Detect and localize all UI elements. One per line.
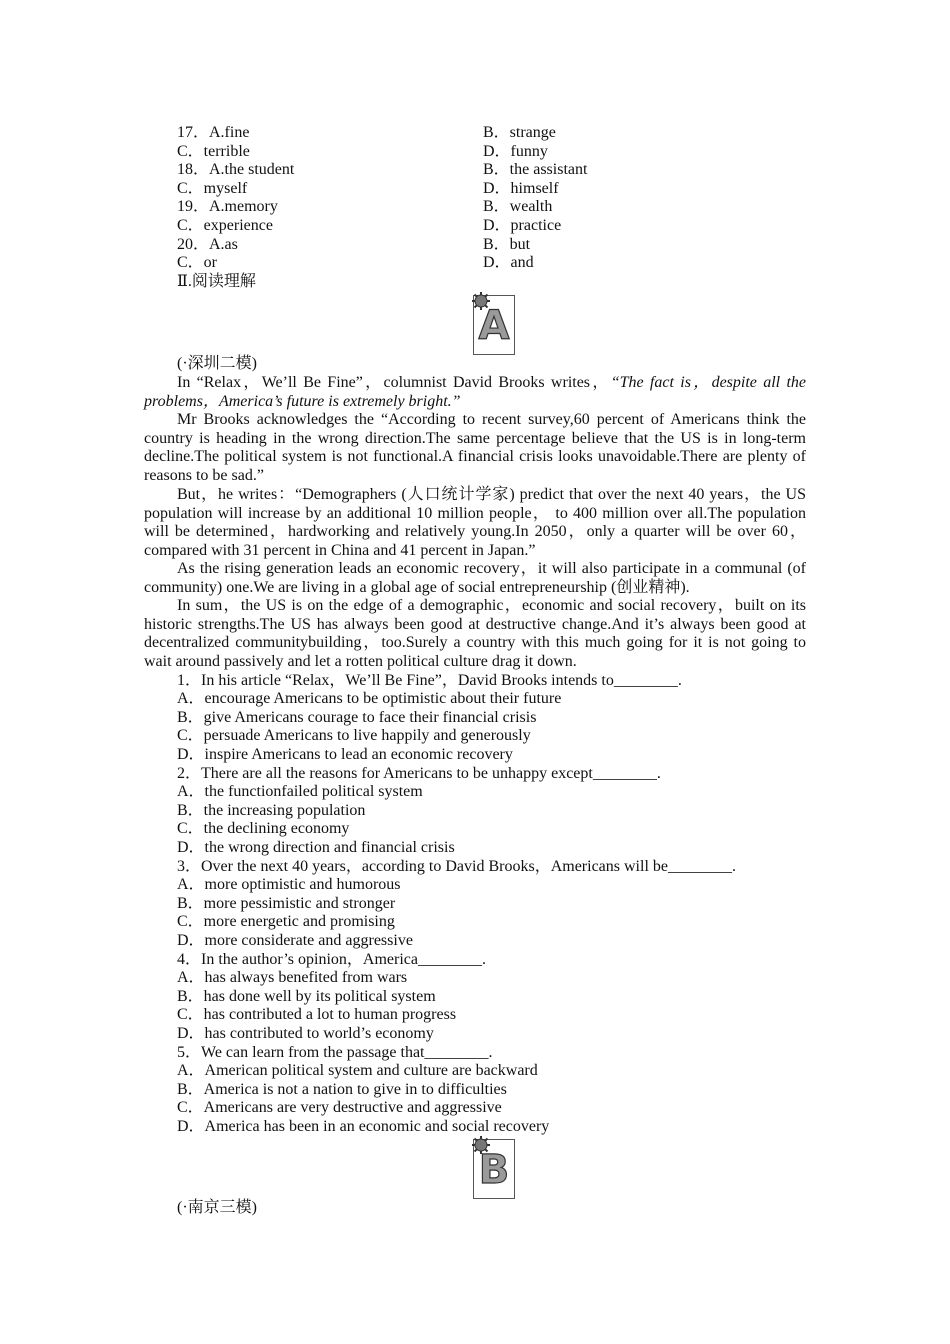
option-row xyxy=(177,143,817,162)
question-option: D．America has been in an economic and social recovery xyxy=(177,1118,550,1135)
option-right: B．wealth xyxy=(483,198,553,216)
paragraph-text: In “Relax，We’ll Be Fine”，columnist David Brooks writes， xyxy=(177,374,611,391)
option-right: B．but xyxy=(483,235,531,253)
option-right: D．practice xyxy=(483,216,562,234)
question-option: B．more pessimistic and stronger xyxy=(177,895,396,912)
option-right: B．strange xyxy=(483,124,556,141)
option-row xyxy=(177,180,817,199)
question-option: C．the declining economy xyxy=(177,820,350,837)
option-row xyxy=(177,198,817,217)
passage-a-paragraph-4: As the rising generation leads an economic recovery，it will also participate in a communal (of community) one.We are living in a global age of social entrepreneurship (创业精神). xyxy=(144,560,806,596)
option-left: 17．A.fine xyxy=(177,124,250,141)
question-option: A．more optimistic and humorous xyxy=(177,876,401,893)
passage-b-source: (·南京三模) xyxy=(177,1199,257,1216)
option-right: D．funny xyxy=(483,142,548,160)
passage-a-paragraph-5: In sum，the US is on the edge of a demographic，economic and social recovery，built on its historic strengths.The US has always been good at destructive change.And it’s always been good at decentralized communitybuilding，too.Surely a country with this much going for it is not going to wait around passively and let a rotten political culture drag it down. xyxy=(144,597,806,670)
option-row xyxy=(177,236,817,255)
question-option: B．the increasing population xyxy=(177,802,366,819)
question-option: D．inspire Americans to lead an economic recovery xyxy=(177,746,513,763)
option-row xyxy=(177,254,817,273)
passage-a-badge-icon xyxy=(473,295,515,355)
cloze-options-block xyxy=(177,124,817,273)
option-left: C．experience xyxy=(177,216,273,234)
quoted-italic-text: “The fact is，despite all the problems，America’s future is extremely bright.” xyxy=(144,374,806,410)
question-stem: 5．We can learn from the passage that________. xyxy=(177,1044,493,1061)
option-left: 19．A.memory xyxy=(177,198,278,216)
question-option: D．the wrong direction and financial crisis xyxy=(177,839,455,856)
question-stem: 2．There are all the reasons for Americans to be unhappy except________. xyxy=(177,765,661,782)
question-option: D．has contributed to world’s economy xyxy=(177,1025,434,1042)
question-option: A．has always benefited from wars xyxy=(177,969,408,986)
option-left: C．terrible xyxy=(177,142,250,160)
passage-a-paragraph-2: Mr Brooks acknowledges the “According to recent survey,60 percent of Americans think the country is heading in the wrong direction.The same percentage believe that the US is in long-term decline.The political system is not functional.A financial crisis looks unavoidable.There are plenty of reasons to be sad.” xyxy=(144,411,806,484)
badge-letter: B xyxy=(478,1147,510,1193)
badge-letter: A xyxy=(478,303,510,349)
section-title: Ⅱ.阅读理解 xyxy=(177,273,256,290)
option-left: 20．A.as xyxy=(177,235,238,253)
passage-a-paragraph-1 xyxy=(144,374,806,411)
option-row xyxy=(177,124,817,143)
question-option: B．has done well by its political system xyxy=(177,988,436,1005)
option-row xyxy=(177,161,817,180)
passage-b-badge-icon xyxy=(473,1139,515,1199)
option-right: D．and xyxy=(483,254,534,272)
question-option: C．more energetic and promising xyxy=(177,913,395,930)
option-left: C．or xyxy=(177,254,218,272)
question-option: C．has contributed a lot to human progress xyxy=(177,1006,457,1023)
option-row xyxy=(177,217,817,236)
question-option: B．America is not a nation to give in to difficulties xyxy=(177,1081,507,1098)
question-stem: 1．In his article “Relax，We’ll Be Fine”，David Brooks intends to________. xyxy=(177,672,682,689)
question-option: D．more considerate and aggressive xyxy=(177,932,413,949)
question-option: A．the functionfailed political system xyxy=(177,783,423,800)
question-stem: 3．Over the next 40 years，according to David Brooks，Americans will be________. xyxy=(177,858,736,875)
option-right: D．himself xyxy=(483,179,559,197)
question-option: A．encourage Americans to be optimistic about their future xyxy=(177,690,562,707)
question-option: A．American political system and culture are backward xyxy=(177,1062,538,1079)
option-left: C．myself xyxy=(177,179,248,197)
passage-a-paragraph-3: But，he writes：“Demographers (人口统计学家) predict that over the next 40 years，the US population will increase by an additional 10 million people， to 400 million over all.The population will be determined，hardworking and relatively young.In 2050，only a quarter will be over 60，compared with 31 percent in China and 41 percent in Japan.” xyxy=(144,486,806,559)
question-stem: 4．In the author’s opinion，America________. xyxy=(177,951,486,968)
question-option: C．Americans are very destructive and aggressive xyxy=(177,1099,502,1116)
passage-a-source: (·深圳二模) xyxy=(177,355,257,372)
question-option: B．give Americans courage to face their financial crisis xyxy=(177,709,537,726)
option-right: B．the assistant xyxy=(483,161,588,179)
question-option: C．persuade Americans to live happily and generously xyxy=(177,727,531,744)
option-left: 18．A.the student xyxy=(177,161,295,179)
